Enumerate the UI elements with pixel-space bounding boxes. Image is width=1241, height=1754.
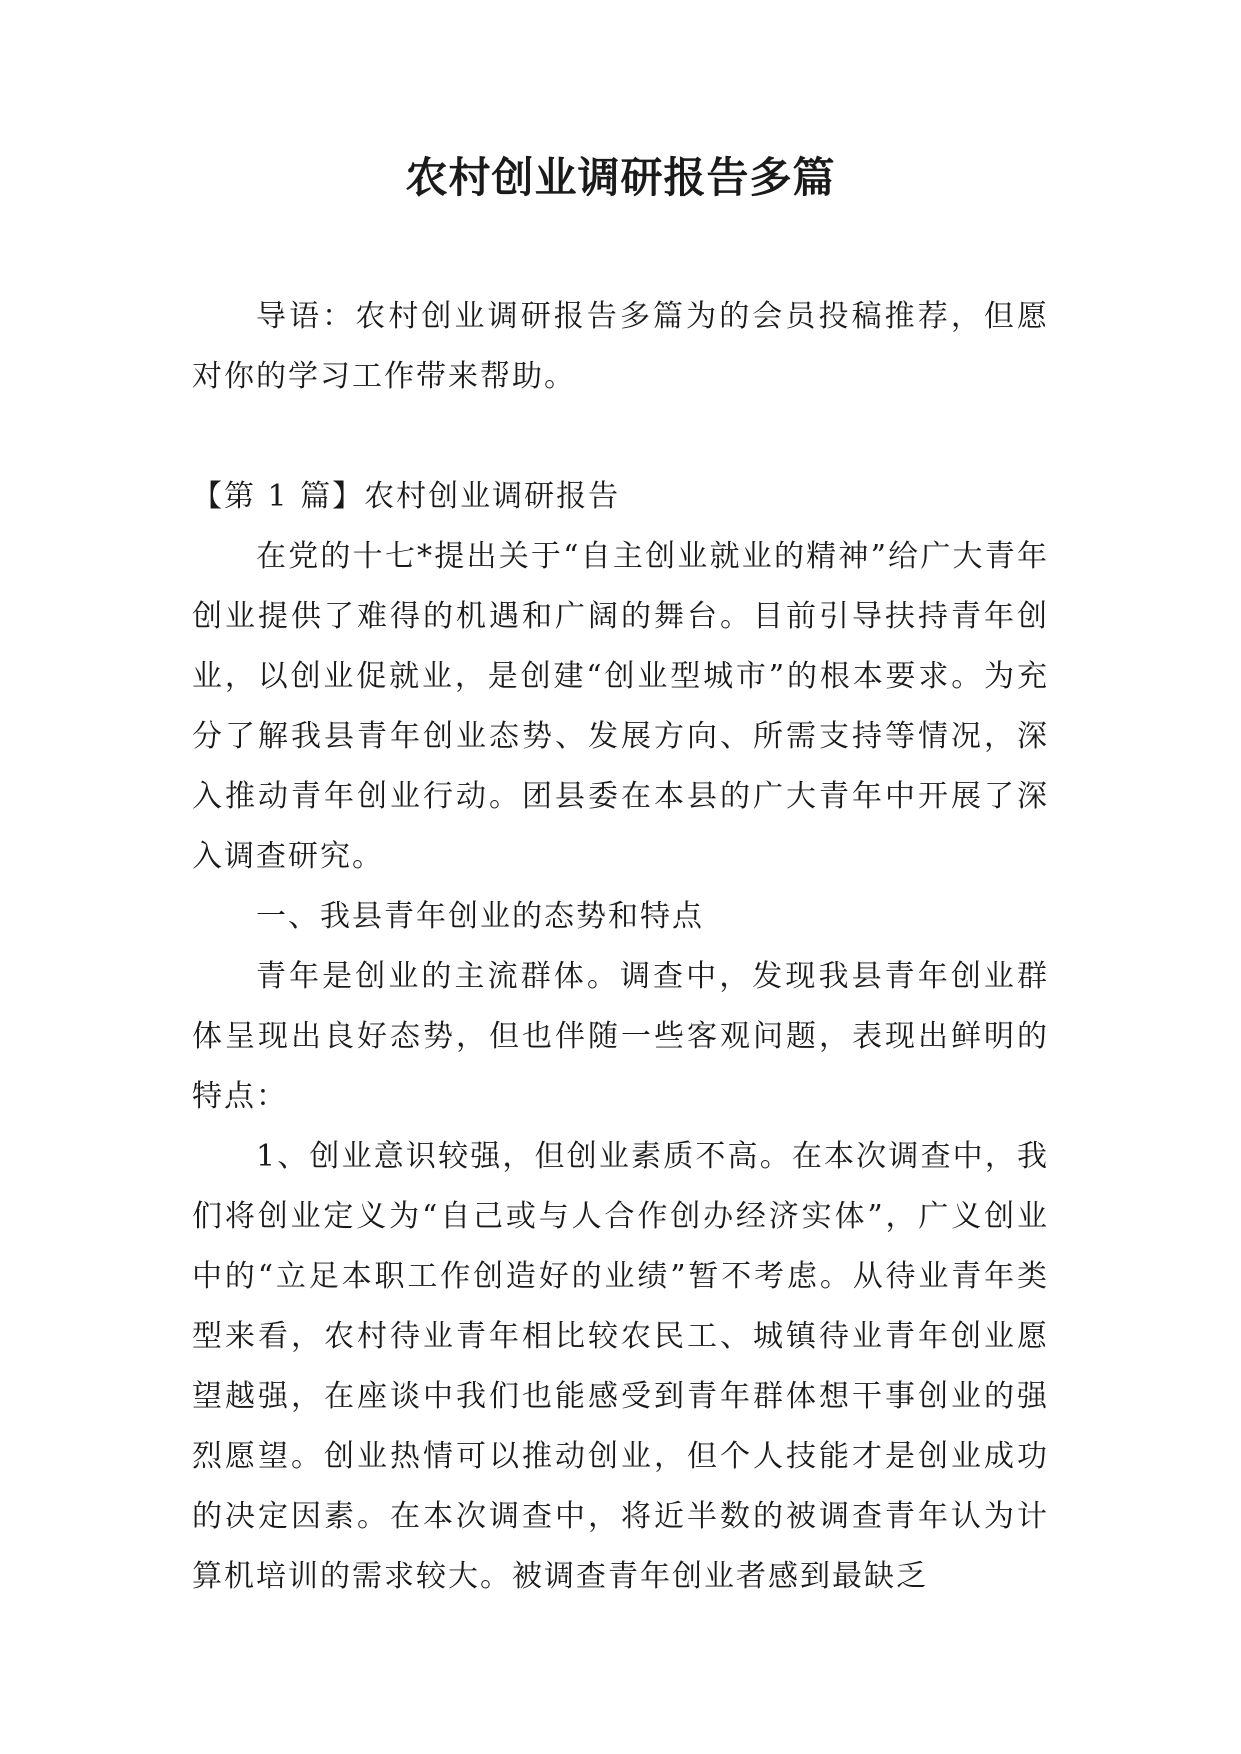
body-paragraph-1: 在党的十七*提出关于“自主创业就业的精神”给广大青年创业提供了难得的机遇和广阔的舞台。目前引导扶持青年创业，以创业促就业，是创建“创业型城市”的根本要求。为充分了解我县青年创业态势、发展方向、所需支持等情况，深入推动青年创业行动。团县委在本县的广大青年中开展了深入调查研究。 <box>192 539 1049 874</box>
subheading-trends: 一、我县青年创业的态势和特点 <box>256 899 704 934</box>
document-body <box>192 287 1049 1607</box>
intro-paragraph: 导语：农村创业调研报告多篇为的会员投稿推荐，但愿对你的学习工作带来帮助。 <box>192 299 1049 394</box>
body-paragraph-2: 青年是创业的主流群体。调查中，发现我县青年创业群体呈现出良好态势，但也伴随一些客观问题，表现出鲜明的特点： <box>192 959 1049 1114</box>
body-paragraph-3: 1、创业意识较强，但创业素质不高。在本次调查中，我们将创业定义为“自己或与人合作创办经济实体”，广义创业中的“立足本职工作创造好的业绩”暂不考虑。从待业青年类型来看，农村待业青年相比较农民工、城镇待业青年创业愿望越强，在座谈中我们也能感受到青年群体想干事创业的强烈愿望。创业热情可以推动创业，但个人技能才是创业成功的决定因素。在本次调查中，将近半数的被调查青年认为计算机培训的需求较大。被调查青年创业者感到最缺乏 <box>192 1139 1049 1594</box>
section-heading-part-1: 【第 1 篇】农村创业调研报告 <box>192 479 621 514</box>
document-title: 农村创业调研报告多篇 <box>405 153 836 202</box>
